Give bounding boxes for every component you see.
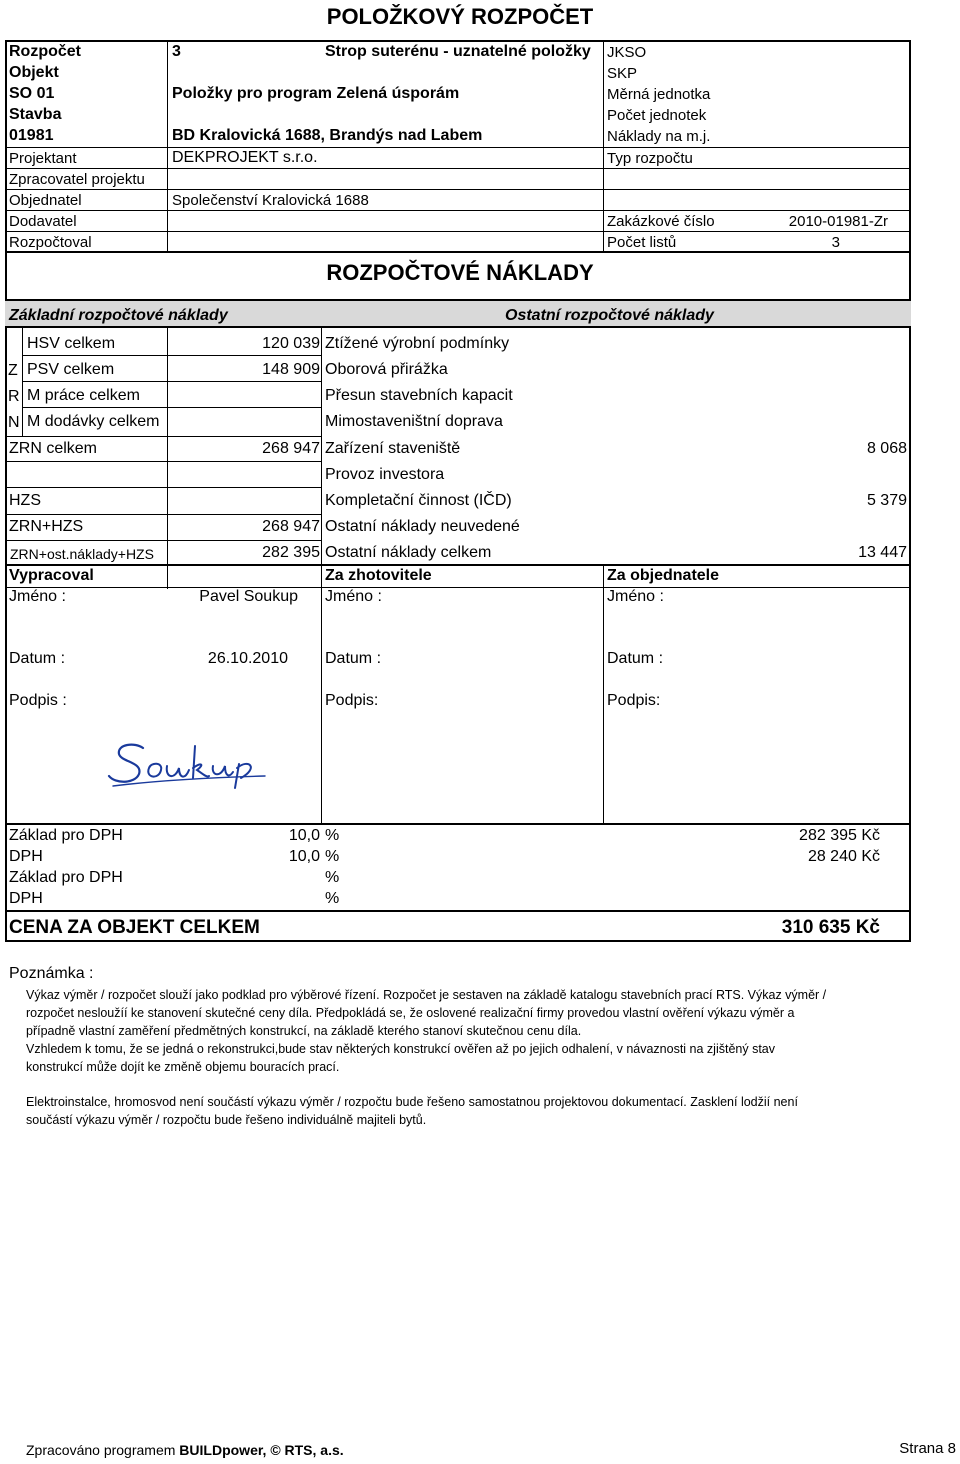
totals-label: DPH <box>9 890 43 907</box>
note-line: rozpočet nesloužíí ke stanovení skutečné ceny díla. Předpokládá se, že oslovené realizační firmy provedou vlastní ověření výkazu výměr a <box>26 1006 795 1020</box>
note-line: konstrukcí může dojít ke změně objemu bouracích prací. <box>26 1060 340 1074</box>
footer-page-number: Strana 8 <box>899 1440 956 1457</box>
header-label-projektant: Projektant <box>9 150 77 167</box>
header-label-zpracovatel: Zpracovatel projektu <box>9 171 145 188</box>
cost-right-label: Oborová přirážka <box>325 361 448 378</box>
header-value-zakazkove-cislo: 2010-01981-Zr <box>788 213 888 230</box>
header-label-jkso: JKSO <box>607 44 647 61</box>
totals-label: Základ pro DPH <box>9 827 123 844</box>
footer-credit <box>26 1442 344 1458</box>
costs-title: ROZPOČTOVÉ NÁKLADY <box>326 260 594 285</box>
cost-right-value: 5 379 <box>866 492 907 509</box>
header-value-rozpocet: 3 <box>172 43 181 60</box>
header-label-typ-rozpoctu: Typ rozpočtu <box>607 150 693 167</box>
header-label-naklady-mj: Náklady na m.j. <box>607 128 711 145</box>
header-value-stavba: BD Kralovická 1688, Brandýs nad Labem <box>172 127 483 144</box>
sig-date-value: 26.10.2010 <box>207 650 288 667</box>
costs-right-head: Ostatní rozpočtové náklady <box>505 307 714 324</box>
cost-right-label: Ostatní náklady neuvedené <box>325 518 520 535</box>
cost-left-label: ZRN celkem <box>9 440 98 457</box>
header-label-rozpoctoval: Rozpočtoval <box>9 234 92 251</box>
note-line: Výkaz výměr / rozpočet slouží jako podklad pro výběrové řízení. Rozpočet je sestaven na základě katalogu stavebních prací RTS. Výkaz výměr / <box>26 988 827 1002</box>
cost-left-label: ZRN+ost.náklady+HZS <box>10 546 154 562</box>
footer-brand: BUILDpower, <box>179 1442 267 1458</box>
totals-label: Základ pro DPH <box>9 869 123 886</box>
totals-rate: 10,0 <box>288 848 320 865</box>
sig-name-label: Jméno : <box>9 588 66 605</box>
header-label-pocet-jednotek: Počet jednotek <box>607 107 707 124</box>
sig-name-label-2: Jméno : <box>325 588 382 605</box>
totals-pct: % <box>325 869 340 886</box>
note-line: součástí výkazu výměr / rozpočtu bude řešeno individuálně majiteli bytů. <box>26 1113 427 1127</box>
header-label-merna-jednotka: Měrná jednotka <box>607 86 711 103</box>
header-label-objednatel: Objednatel <box>9 192 82 209</box>
zrn-letter-n: N <box>8 414 20 431</box>
sig-sign-label-2: Podpis: <box>325 692 379 709</box>
page-title: POLOŽKOVÝ ROZPOČET <box>326 4 594 29</box>
cost-left-value: 148 909 <box>262 361 320 378</box>
header-label-pocet-listu: Počet listů <box>607 234 677 251</box>
header-label-so: SO 01 <box>9 85 55 102</box>
grand-total-value: 310 635 Kč <box>781 917 880 938</box>
header-label-dodavatel: Dodavatel <box>9 213 77 230</box>
cost-right-label: Přesun stavebních kapacit <box>325 387 513 404</box>
sig-date-label: Datum : <box>9 650 66 667</box>
cost-left-label: HSV celkem <box>27 335 116 352</box>
zrn-letter-r: R <box>8 388 20 405</box>
header-label-stavba-code: 01981 <box>9 127 54 144</box>
header-value-objednatel: Společenství Kralovická 1688 <box>172 192 369 209</box>
totals-value: 282 395 Kč <box>799 827 880 844</box>
sig-sign-label-3: Podpis: <box>607 692 661 709</box>
header-label-objekt: Objekt <box>9 64 59 81</box>
sig-head-zhotovitel: Za zhotovitele <box>325 567 432 584</box>
header-value-so: Položky pro program Zelená úsporám <box>172 85 460 102</box>
note-text-2 <box>26 1093 926 1129</box>
sig-date-label-2: Datum : <box>325 650 382 667</box>
totals-value: 28 240 Kč <box>807 848 880 865</box>
cost-left-value: 268 947 <box>262 518 320 535</box>
note-line: případně vlastní zaměření předmětných konstrukcí, na základě kterého stanoví skutečnou cenu díla. <box>26 1024 582 1038</box>
sig-date-label-3: Datum : <box>607 650 664 667</box>
sig-name-label-3: Jméno : <box>607 588 664 605</box>
totals-rate: 10,0 <box>288 827 320 844</box>
header-value-projektant: DEKPROJEKT s.r.o. <box>172 149 318 166</box>
sig-sign-label: Podpis : <box>9 692 67 709</box>
cost-right-label: Zařízení staveniště <box>325 440 461 457</box>
cost-right-label: Ostatní náklady celkem <box>325 544 492 561</box>
cost-left-value: 268 947 <box>262 440 320 457</box>
zrn-letter-z: Z <box>8 362 18 379</box>
cost-right-label: Mimostaveništní doprava <box>325 413 503 430</box>
sig-head-vypracoval: Vypracoval <box>9 567 94 584</box>
cost-right-label: Ztížené výrobní podmínky <box>325 335 510 352</box>
header-label-zakazkove-cislo: Zakázkové číslo <box>607 213 715 230</box>
footer-prefix: Zpracováno programem <box>26 1442 176 1458</box>
sig-name-value: Pavel Soukup <box>199 588 298 605</box>
cost-left-label: M práce celkem <box>27 387 140 404</box>
cost-left-label: M dodávky celkem <box>27 413 160 430</box>
header-label-rozpocet: Rozpočet <box>9 43 81 60</box>
totals-label: DPH <box>9 848 43 865</box>
footer-suffix: © RTS, a.s. <box>270 1442 344 1458</box>
handwritten-signature <box>105 738 270 790</box>
totals-pct: % <box>325 890 340 907</box>
cost-left-value: 282 395 <box>262 544 320 561</box>
cost-left-label: ZRN+HZS <box>9 518 84 535</box>
header-value-pocet-listu: 3 <box>831 234 840 251</box>
totals-pct: % <box>325 848 340 865</box>
costs-left-head: Základní rozpočtové náklady <box>9 307 228 324</box>
cost-right-label: Provoz investora <box>325 466 445 483</box>
cost-right-value: 13 447 <box>858 544 907 561</box>
note-label: Poznámka : <box>9 965 94 982</box>
header-label-stavba: Stavba <box>9 106 62 123</box>
cost-right-label: Kompletační činnost (IČD) <box>325 492 512 509</box>
cost-right-value: 8 068 <box>866 440 907 457</box>
grand-total-label: CENA ZA OBJEKT CELKEM <box>9 917 260 938</box>
note-text <box>26 986 926 1076</box>
note-line: Vzhledem k tomu, že se jedná o rekonstrukci,bude stav některých konstrukcí ověřen až po jejich odhalení, v návaznosti na zjištěný stav <box>26 1042 776 1056</box>
header-label-skp: SKP <box>607 65 638 82</box>
totals-pct: % <box>325 827 340 844</box>
cost-left-value: 120 039 <box>262 335 320 352</box>
cost-left-label: HZS <box>9 492 41 509</box>
cost-left-label: PSV celkem <box>27 361 115 378</box>
header-value-rozpocet-name: Strop suterénu - uznatelné položky <box>325 43 591 60</box>
sig-head-objednatel: Za objednatele <box>607 567 720 584</box>
note-line: Elektroinstalce, hromosvod není součástí výkazu výměr / rozpočtu bude řešeno samostatnou projektovou dokumentací. Zasklení lodžií není <box>26 1095 798 1109</box>
